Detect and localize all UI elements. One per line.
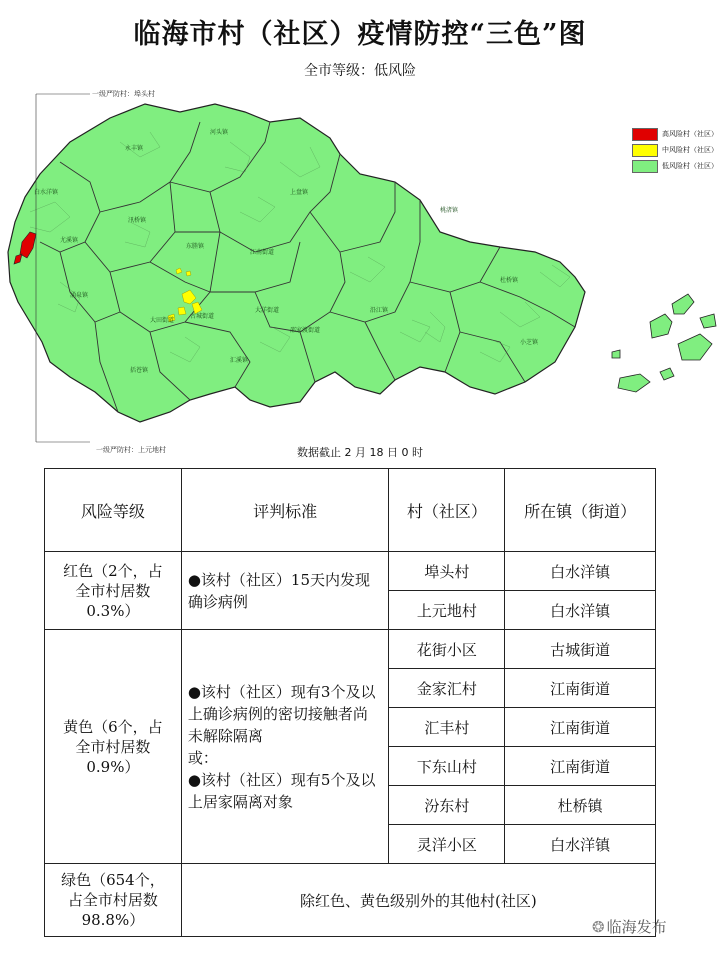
village-cell: 汾东村	[389, 786, 505, 825]
town-label: 东塍镇	[186, 243, 205, 250]
table-row	[45, 552, 656, 591]
village-cell: 汇丰村	[389, 708, 505, 747]
legend-swatch-red	[632, 128, 658, 141]
yellow-level-cell	[45, 630, 182, 864]
criteria-text: 或：	[187, 748, 218, 767]
data-cutoff-note: 数据截止 2 月 18 日 0 时	[297, 446, 423, 459]
town-label: 桃渚镇	[440, 207, 459, 214]
town-label: 汛桥镇	[128, 217, 147, 224]
criteria-text: ●该村（社区）现有5个及以上居家隔离对象	[187, 770, 376, 811]
islands	[612, 294, 716, 392]
level-text: 占全市村居数	[67, 891, 158, 909]
risk-level-table	[44, 468, 656, 937]
legend-item-low	[632, 158, 718, 174]
village-cell: 金家汇村	[389, 669, 505, 708]
village-cell: 灵洋小区	[389, 825, 505, 864]
level-text: 0.3%）	[86, 601, 140, 620]
green-level-cell	[45, 864, 182, 937]
legend-item-medium	[632, 142, 718, 158]
green-criteria: 除红色、黄色级别外的其他村(社区)	[181, 864, 655, 937]
village-cell: 上元地村	[389, 591, 505, 630]
legend-swatch-yellow	[632, 144, 658, 157]
town-cell: 白水洋镇	[505, 591, 656, 630]
page-subtitle: 全市等级：低风险	[304, 63, 416, 79]
village-cell: 花街小区	[389, 630, 505, 669]
level-text: 全市村居数	[75, 581, 151, 600]
town-label: 邵家渡街道	[290, 327, 321, 334]
town-label: 杜桥镇	[500, 277, 519, 284]
header-village: 村（社区）	[389, 469, 505, 552]
header-risk-level: 风险等级	[45, 469, 182, 552]
level-text: 红色（2个，占	[63, 561, 163, 580]
town-label: 上盘镇	[290, 189, 309, 196]
town-label: 永丰镇	[125, 145, 144, 152]
village-cell: 埠头村	[389, 552, 505, 591]
level-text: 98.8%）	[81, 911, 145, 929]
town-cell: 白水洋镇	[505, 825, 656, 864]
risk-map	[0, 82, 720, 462]
town-cell: 江南街道	[505, 708, 656, 747]
annotation-top: 一级严防村：埠头村	[92, 90, 155, 98]
table-header-row	[45, 469, 656, 552]
town-cell: 白水洋镇	[505, 552, 656, 591]
county-outline	[8, 104, 585, 422]
village-cell: 下东山村	[389, 747, 505, 786]
town-label: 大田街道	[150, 317, 175, 324]
header-town: 所在镇（街道）	[505, 469, 656, 552]
table-row	[45, 630, 656, 669]
town-label: 括苍镇	[130, 367, 149, 374]
town-label: 河头镇	[210, 129, 229, 136]
town-cell: 江南街道	[505, 747, 656, 786]
header-criteria: 评判标准	[181, 469, 389, 552]
brand-name: 临海发布	[606, 918, 667, 936]
town-label: 汇溪镇	[230, 357, 249, 364]
town-cell: 古城街道	[505, 630, 656, 669]
page-title: 临海市村（社区）疫情防控“三色”图	[133, 19, 587, 50]
criteria-text: ●该村（社区）现有3个及以上确诊病例的密切接触者尚未解除隔离	[187, 682, 376, 745]
annotation-bottom: 一级严防村：上元地村	[96, 446, 166, 454]
red-criteria: ●该村（社区）15天内发现确诊病例	[181, 552, 389, 630]
town-label: 涌泉镇	[70, 292, 89, 299]
brand-watermark	[592, 916, 667, 937]
yellow-criteria	[181, 630, 389, 864]
level-text: 全市村居数	[75, 737, 151, 756]
town-label: 沿江镇	[370, 307, 389, 314]
legend-label: 高风险村（社区）	[662, 130, 718, 138]
table-row	[45, 864, 656, 937]
legend-swatch-green	[632, 160, 658, 173]
town-cell: 江南街道	[505, 669, 656, 708]
town-label: 大洋街道	[255, 307, 280, 314]
town-label: 白水洋镇	[34, 189, 59, 196]
town-label: 小芝镇	[520, 339, 539, 346]
level-text: 0.9%）	[86, 757, 140, 776]
town-cell: 杜桥镇	[505, 786, 656, 825]
town-label: 江南街道	[250, 249, 275, 256]
level-text: 绿色（654个，	[61, 871, 165, 889]
map-legend	[632, 126, 718, 174]
level-text: 黄色（6个，占	[63, 717, 163, 736]
wechat-icon: ❂	[592, 918, 605, 936]
red-level-cell	[45, 552, 182, 630]
town-label: 古城街道	[190, 313, 215, 320]
legend-label: 中风险村（社区）	[662, 146, 718, 154]
legend-label: 低风险村（社区）	[662, 162, 718, 170]
legend-item-high	[632, 126, 718, 142]
town-label: 尤溪镇	[60, 237, 79, 244]
